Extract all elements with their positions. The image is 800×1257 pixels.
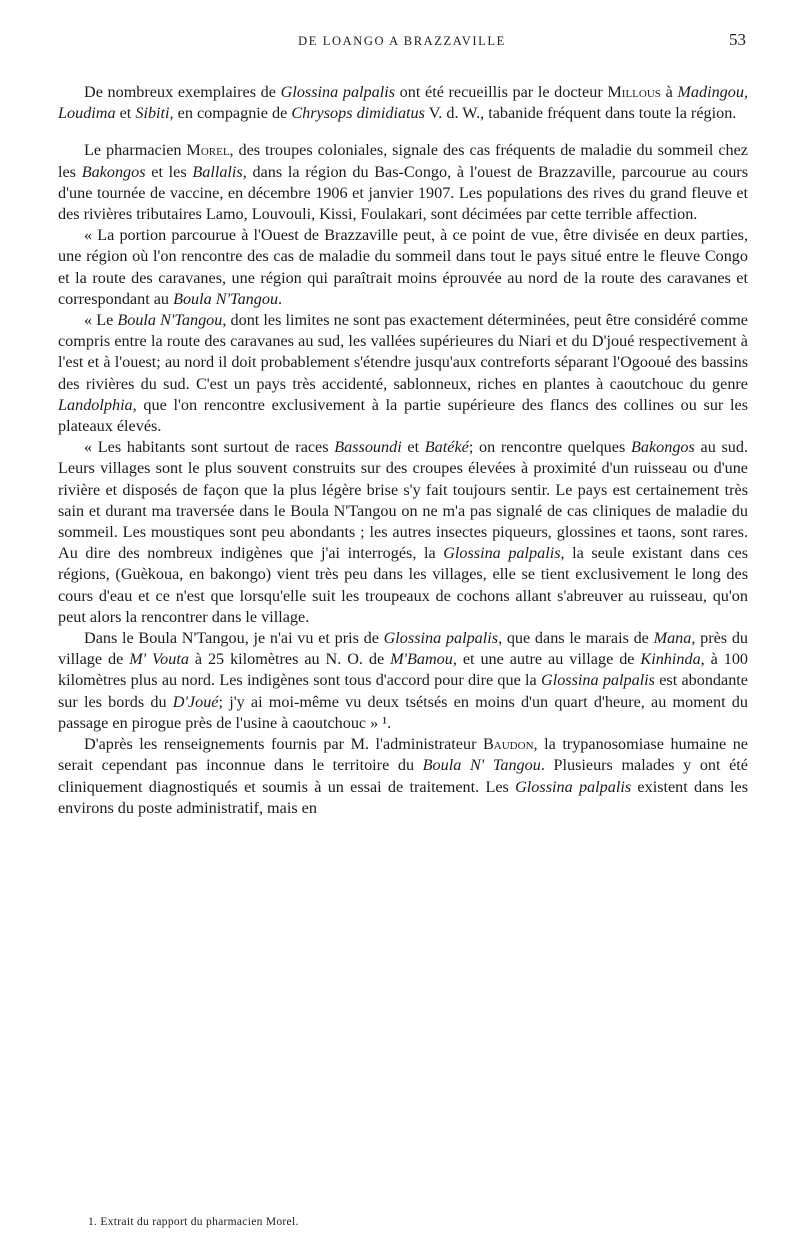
italic-term: Glossina palpalis [383,629,499,648]
italic-term: D'Joué [172,692,219,711]
person-name: Baudon [483,735,534,754]
footnote-marker: 1. [88,1216,98,1228]
italic-term: Boula N' Tangou [422,756,541,775]
paragraph [58,734,748,819]
text-run: V. d. W., tabanide fréquent dans toute la région. [424,104,737,123]
text-run: , la seule existant dans ces régions, (Guèkoua, en bakongo) vient très peu dans les villages, elle se tient exclusivement le long des cours d'eau et ce n'est que lorsqu'elle suit les troupeaux de cochons allant s'abreuver au ruisseau, qu'on peut alors la rencontrer dans le village. [58,544,748,626]
paragraph [58,140,748,225]
italic-term: Chrysops dimidiatus [291,104,425,123]
text-run: , dont les limites ne sont pas exactement déterminées, peut être considéré comme compris entre la route des caravanes au sud, les vallées supérieures du Niari et du D'joué respectivement à l'est et à l'ouest; au nord il doit probablement s'étendre jusqu'aux contreforts séparant l'Ogooué des bassins des rivières du sud. C'est un pays très accidenté, sablonneux, riches en plantes à caoutchouc du genre [58,311,748,393]
italic-term: Bassoundi [334,438,402,457]
text-run: De nombreux exemplaires de [84,83,281,101]
text-run: . Plusieurs malades y ont été cliniquement diagnostiqués et soumis à un essai de traitement. Les [58,756,748,796]
italic-term: Bakongos [630,438,695,457]
italic-term: M'Bamou [390,650,453,669]
running-head [58,30,746,52]
text-run: est abondante sur les bords du [58,671,748,711]
italic-term: Batéké [424,438,469,457]
italic-term: Ballalis [192,162,243,181]
footnote-text: Extrait du rapport du pharmacien Morel. [100,1216,299,1228]
italic-term: Boula N'Tangou [117,311,223,330]
italic-term: Madingou, Loudima [58,83,748,123]
text-run: , près du village de [58,629,749,669]
text-run: et [401,438,425,457]
text-run: et [115,104,136,123]
text-run: Le pharmacien [84,141,187,160]
paragraph [58,437,748,628]
person-name: Millous [607,83,661,101]
italic-term: Bakongos [81,162,146,181]
text-run: « La portion parcourue à l'Ouest de Brazzaville peut, à ce point de vue, être divisée en deux parties, une région où l'on rencontre des cas de maladie du sommeil dans tout le pays situé entre le fleuve Congo et la route des caravanes, une région qui paraîtrait moins éprouvée au nord de la route des caravanes et correspondant au [58,226,748,308]
text-run: à [660,83,678,101]
person-name: Morel [186,141,230,160]
text-run: , en compagnie de [169,104,292,123]
text-run: « Le [84,311,118,330]
text-run: , que l'on rencontre exclusivement à la partie supérieure des flancs des collines ou sur les plateaux élevés. [58,395,748,436]
italic-term: M' Vouta [129,650,189,669]
paragraph [58,310,748,437]
text-run: , que dans le marais de [498,629,654,648]
italic-term: Landolphia [58,395,133,414]
running-title: DE LOANGO A BRAZZAVILLE [298,34,506,48]
italic-term: Boula N'Tangou [173,289,279,308]
italic-term: Glossina palpalis [541,671,655,690]
text-run: ; j'y ai moi-même vu deux tsétsés en moins d'un quart d'heure, au moment du passage en pirogue près de l'usine à caoutchouc » ¹. [58,692,748,732]
italic-term: Glossina palpalis [280,83,396,101]
text-run: , et une autre au village de [452,650,641,669]
text-run: « Les habitants sont surtout de races [84,438,335,457]
footnote [88,1216,748,1228]
text-run: , des troupes coloniales, signale des cas fréquents de maladie du sommeil chez les [58,141,748,181]
body-text [58,82,748,819]
text-run: D'après les renseignements fournis par M. l'administrateur [84,735,483,754]
text-run: existent dans les environs du poste administratif, mais en [58,777,749,817]
page-number: 53 [729,30,746,49]
italic-term: Glossina palpalis [443,544,561,563]
paragraph [58,225,748,310]
italic-term: Mana [653,629,692,648]
text-run: . [278,289,283,308]
text-run: et les [145,162,193,181]
paragraph [58,82,748,124]
italic-term: Kinhinda [640,650,701,669]
italic-term: Glossina palpalis [515,777,632,796]
italic-term: Sibiti [135,104,170,123]
text-run: ont été recueillis par le docteur [395,83,608,101]
text-run: , la trypanosomiase humaine ne serait cependant pas inconnue dans le territoire du [58,735,748,775]
text-run: Dans le Boula N'Tangou, je n'ai vu et pris de [84,629,384,648]
text-run: ; on rencontre quelques [468,438,631,457]
text-run: au sud. Leurs villages sont le plus souvent construits sur des croupes élevées à proximité d'un ruisseau ou d'une rivière et disposés de façon que la plus légère brise s'y fait toujours sentir. Le pays est certainement très sain et durant ma traversée dans le Boula N'Tangou on ne m'a pas signalé de cas cliniques de maladie du sommeil. Les moustiques sont peu abondants ; les autres insectes piqueurs, glossines et taons, sont rares. Au dire des nombreux indigènes que j'ai interrogés, la [58,438,749,563]
paragraph [58,628,748,734]
text-run: , dans la région du Bas-Congo, à l'ouest de Brazzaville, parcourue au cours d'une tournée de vaccine, en décembre 1906 et janvier 1907. Les populations des rives du grand fleuve et des rivières tributaires Lamo, Louvouli, Kissi, Foulakari, sont décimées par cette terrible affection. [58,162,748,224]
text-run: à 25 kilomètres au N. O. de [188,650,391,669]
text-run: , à 100 kilomètres plus au nord. Les indigènes sont tous d'accord pour dire que la [58,650,749,690]
